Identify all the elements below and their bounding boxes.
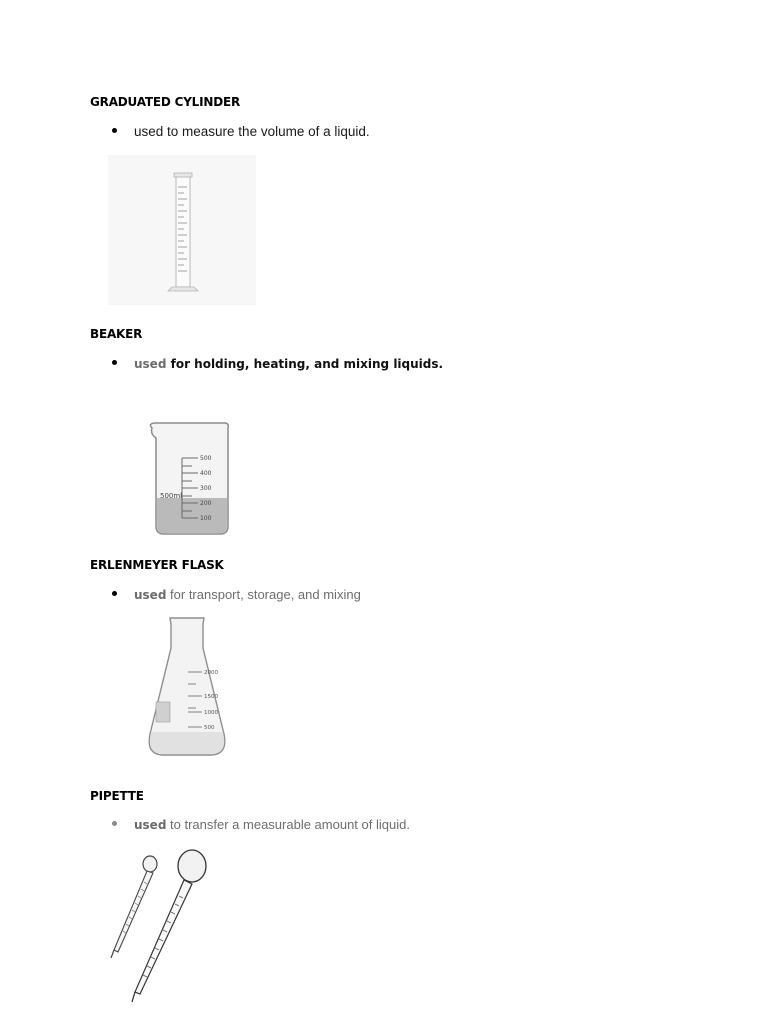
flask-mark-2000: 2000 bbox=[204, 670, 218, 676]
bullet-text: for transport, storage, and mixing bbox=[166, 587, 361, 602]
erlenmeyer-flask-image bbox=[144, 614, 230, 760]
beaker-side-label: 500ml bbox=[160, 492, 183, 500]
beaker-mark-100: 100 bbox=[200, 515, 212, 522]
bullet-dot bbox=[112, 821, 117, 826]
beaker-mark-200: 200 bbox=[200, 500, 212, 507]
beaker-image bbox=[146, 420, 232, 538]
bullet-pipette bbox=[112, 817, 410, 832]
beaker-mark-500: 500 bbox=[200, 455, 212, 462]
flask-mark-1500: 1500 bbox=[204, 694, 218, 700]
bullet-dot bbox=[112, 128, 117, 133]
graduated-cylinder-image bbox=[108, 155, 256, 305]
beaker-mark-400: 400 bbox=[200, 470, 212, 477]
bullet-beaker bbox=[112, 356, 443, 371]
bullet-erlenmeyer-flask bbox=[112, 587, 361, 602]
heading-beaker: BEAKER bbox=[90, 327, 143, 341]
used-word: used bbox=[134, 357, 167, 371]
bullet-graduated-cylinder bbox=[112, 124, 370, 139]
bullet-dot bbox=[112, 360, 117, 365]
heading-graduated-cylinder: GRADUATED CYLINDER bbox=[90, 95, 241, 109]
used-word: used bbox=[134, 818, 167, 832]
pipettes-image bbox=[104, 846, 216, 1006]
bullet-text: to transfer a measurable amount of liquid. bbox=[166, 817, 410, 832]
flask-mark-500: 500 bbox=[204, 725, 215, 731]
bullet-text: for holding, heating, and mixing liquids. bbox=[166, 357, 444, 371]
bullet-dot bbox=[112, 591, 117, 596]
flask-mark-1000: 1000 bbox=[204, 710, 218, 716]
heading-pipette: PIPETTE bbox=[90, 789, 144, 803]
beaker-mark-300: 300 bbox=[200, 485, 212, 492]
bullet-text: used to measure the volume of a liquid. bbox=[134, 124, 370, 139]
used-word: used bbox=[134, 588, 167, 602]
heading-erlenmeyer-flask: ERLENMEYER FLASK bbox=[90, 558, 224, 572]
